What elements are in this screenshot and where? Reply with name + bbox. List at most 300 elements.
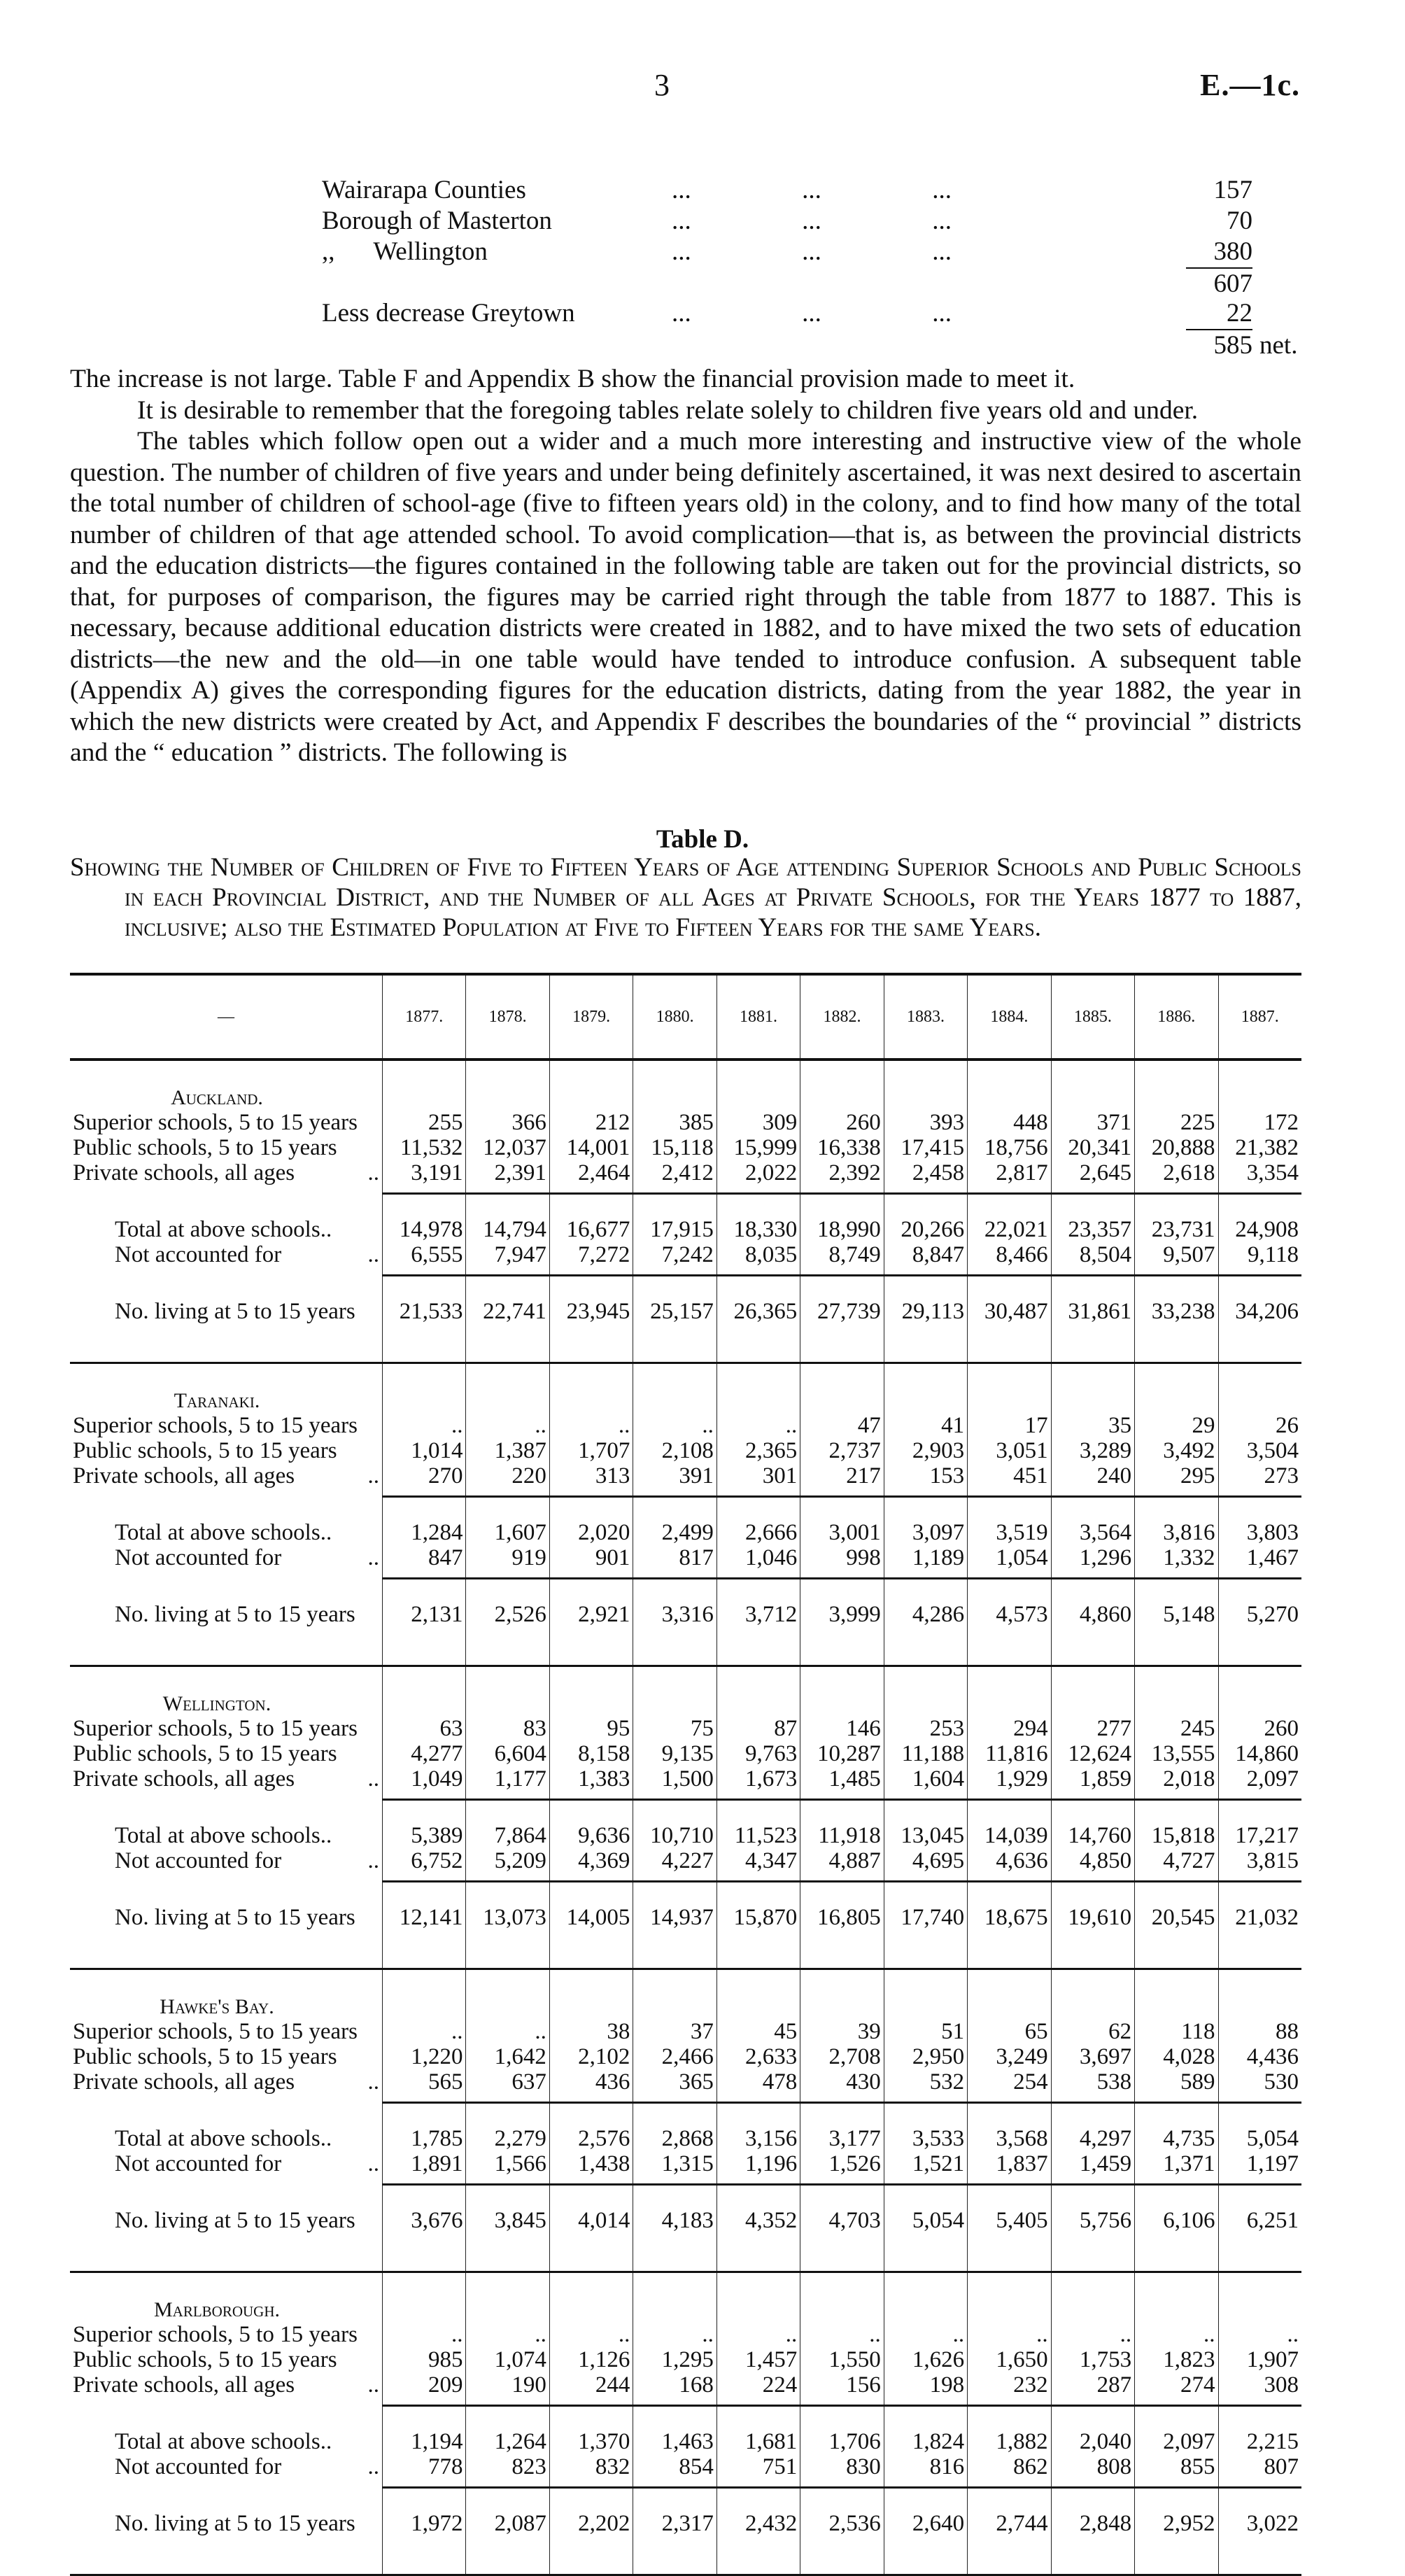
value-cell: 8,035 (716, 1242, 800, 1267)
spacer-cell (884, 1667, 967, 1716)
spacer-cell (633, 1882, 716, 1906)
value-cell: 15,870 (716, 1905, 800, 1930)
spacer-cell (884, 2488, 967, 2512)
superior-schools-row (70, 1716, 1301, 1741)
spacer-cell (716, 2233, 800, 2272)
value-cell: 2,708 (800, 2044, 884, 2069)
value-cell: 8,504 (1051, 1242, 1134, 1267)
spacer-cell (884, 1579, 967, 1603)
spacer-cell (968, 2273, 1051, 2322)
spacer-cell (1051, 1930, 1134, 1969)
spacer-cell (1135, 1970, 1218, 2019)
value-cell: 3,568 (968, 2126, 1051, 2151)
value-cell: 1,371 (1135, 2151, 1218, 2176)
value-cell: 1,521 (884, 2151, 967, 2176)
spacer-cell (1135, 2488, 1218, 2512)
spacer-cell (466, 1882, 549, 1906)
spacer-cell (549, 1792, 633, 1800)
value-cell: 20,888 (1135, 1135, 1218, 1160)
spacer-cell (884, 1364, 967, 1413)
spacer-cell (1218, 1497, 1301, 1521)
spacer-cell (800, 1627, 884, 1666)
leader-dots: ... ... ... (672, 237, 952, 267)
value-cell: 2,317 (633, 2511, 716, 2536)
value-cell: 21,533 (383, 1299, 466, 1324)
spacer-cell (633, 1060, 716, 1110)
spacer-cell (549, 2406, 633, 2430)
value-cell: 4,703 (800, 2208, 884, 2233)
value-cell: 198 (884, 2372, 967, 2398)
spacer-cell (633, 2406, 716, 2430)
spacer-cell (800, 2103, 884, 2127)
spacer-cell (884, 1627, 967, 1666)
value-cell: 16,677 (549, 1217, 633, 1242)
value-cell: 2,279 (466, 2126, 549, 2151)
spacer-cell (1135, 1060, 1218, 1110)
value-cell: 156 (800, 2372, 884, 2398)
value-cell: 41 (884, 1413, 967, 1438)
not-accounted-row (70, 2454, 1301, 2479)
value-cell: 7,242 (633, 1242, 716, 1267)
spacer-cell (716, 1185, 800, 1194)
value-cell: 295 (1135, 1463, 1218, 1488)
spacer-cell (633, 1800, 716, 1824)
value-cell: 65 (968, 2019, 1051, 2044)
spacer-cell (800, 1267, 884, 1276)
spacer-cell (1051, 1497, 1134, 1521)
leader-dots: .. (368, 1242, 380, 1267)
value-cell: 366 (466, 1110, 549, 1135)
value-cell: 532 (884, 2069, 967, 2095)
value-cell: 5,054 (884, 2208, 967, 2233)
spacer-row (70, 2103, 1301, 2127)
value-cell: 4,369 (549, 1848, 633, 1873)
value-cell: 17 (968, 1413, 1051, 1438)
row-label: Superior schools, 5 to 15 years (70, 2019, 383, 2044)
spacer-cell (383, 2103, 466, 2127)
spacer-cell (549, 2479, 633, 2488)
spacer-cell (1218, 2176, 1301, 2185)
value-cell: 1,891 (383, 2151, 466, 2176)
district-name: Marlborough. (70, 2273, 383, 2322)
value-cell: 309 (716, 1110, 800, 1135)
row-label: Total at above schools.. (70, 2126, 383, 2151)
spacer-cell (633, 2273, 716, 2322)
value-cell: 9,636 (549, 1823, 633, 1848)
spacer-cell (549, 1579, 633, 1603)
spacer-cell (1135, 1882, 1218, 1906)
value-cell: 2,097 (1135, 2429, 1218, 2454)
spacer-cell (716, 2185, 800, 2209)
value-cell: 1,626 (884, 2347, 967, 2372)
spacer-cell (633, 2095, 716, 2103)
spacer-cell (716, 1930, 800, 1969)
value-cell: 5,405 (968, 2208, 1051, 2233)
spacer-cell (716, 1194, 800, 1218)
value-cell: 83 (466, 1716, 549, 1741)
spacer-cell (1051, 2398, 1134, 2406)
spacer-cell (716, 2488, 800, 2512)
spacer-cell (968, 1970, 1051, 2019)
value-cell: 11,532 (383, 1135, 466, 1160)
value-cell: 3,504 (1218, 1438, 1301, 1463)
superior-schools-row (70, 2019, 1301, 2044)
spacer-row (70, 2185, 1301, 2209)
leader-dots: .. (368, 1848, 380, 1873)
value-cell: 14,005 (549, 1905, 633, 1930)
spacer-cell (1135, 2185, 1218, 2209)
value-cell: 2,131 (383, 1602, 466, 1627)
value-cell: 1,284 (383, 1520, 466, 1545)
row-label: Total at above schools.. (70, 1823, 383, 1848)
spacer-cell (884, 1497, 967, 1521)
spacer-cell (968, 1276, 1051, 1300)
spacer-cell (1218, 1882, 1301, 1906)
private-schools-row (70, 1766, 1301, 1792)
spacer-cell (1218, 2103, 1301, 2127)
value-cell: 301 (716, 1463, 800, 1488)
spacer-cell (1218, 1060, 1301, 1110)
spacer-cell (466, 1276, 549, 1300)
spacer-cell (884, 2176, 967, 2185)
value-cell: 808 (1051, 2454, 1134, 2479)
spacer-cell (1135, 1488, 1218, 1497)
spacer-cell (1218, 1267, 1301, 1276)
spacer-cell (1218, 2233, 1301, 2272)
row-label: Public schools, 5 to 15 years (70, 1438, 383, 1463)
value-cell: 1,706 (800, 2429, 884, 2454)
spacer-cell (968, 2479, 1051, 2488)
value-cell: 245 (1135, 1716, 1218, 1741)
spacer-cell (633, 1579, 716, 1603)
value-cell: 217 (800, 1463, 884, 1488)
spacer-cell (633, 2536, 716, 2575)
spacer-cell (716, 1882, 800, 1906)
value-cell: 1,014 (383, 1438, 466, 1463)
spacer-cell (716, 1324, 800, 1363)
value-cell: 12,037 (466, 1135, 549, 1160)
value-cell: 5,148 (1135, 1602, 1218, 1627)
spacer-cell (549, 1882, 633, 1906)
table-title: Table D. (0, 824, 1405, 854)
spacer-cell (549, 1627, 633, 1666)
leader-dots: .. (368, 1545, 380, 1570)
value-cell: .. (466, 2019, 549, 2044)
spacer-cell (968, 1579, 1051, 1603)
value-cell: 7,864 (466, 1823, 549, 1848)
value-cell: 1,220 (383, 2044, 466, 2069)
value-cell: 2,640 (884, 2511, 967, 2536)
increase-label: ,, Wellington (322, 237, 488, 267)
value-cell: 4,850 (1051, 1848, 1134, 1873)
spacer-cell (1051, 1570, 1134, 1579)
value-cell: 1,550 (800, 2347, 884, 2372)
value-cell: 39 (800, 2019, 884, 2044)
spacer-cell (549, 1194, 633, 1218)
spacer-cell (466, 1488, 549, 1497)
value-cell: 6,752 (383, 1848, 466, 1873)
value-cell: .. (1218, 2322, 1301, 2347)
sum-rule-row (70, 1267, 1301, 1276)
spacer-cell (968, 1497, 1051, 1521)
spacer-cell (884, 1792, 967, 1800)
value-cell: 589 (1135, 2069, 1218, 2095)
value-cell: 313 (549, 1463, 633, 1488)
value-cell: .. (383, 1413, 466, 1438)
value-cell: 17,415 (884, 1135, 967, 1160)
value-cell: 1,457 (716, 2347, 800, 2372)
value-cell: 2,458 (884, 1160, 967, 1185)
value-cell: 274 (1135, 2372, 1218, 2398)
value-cell: 4,735 (1135, 2126, 1218, 2151)
spacer-cell (1051, 1792, 1134, 1800)
row-label: Superior schools, 5 to 15 years (70, 2322, 383, 2347)
spacer-cell (466, 1800, 549, 1824)
spacer-cell (633, 1792, 716, 1800)
year-header: 1877. (383, 974, 466, 1060)
spacer-cell (1135, 1364, 1218, 1413)
spacer-cell (716, 1873, 800, 1882)
spacer-cell (1135, 1579, 1218, 1603)
row-label: Public schools, 5 to 15 years (70, 2347, 383, 2372)
spacer-cell (1135, 1185, 1218, 1194)
spacer-cell (800, 1792, 884, 1800)
spacer-cell (383, 2233, 466, 2272)
increase-value: 380 (1214, 237, 1253, 267)
spacer-cell (466, 2233, 549, 2272)
value-cell: 901 (549, 1545, 633, 1570)
spacer-cell (716, 2095, 800, 2103)
value-cell: 371 (1051, 1110, 1134, 1135)
value-cell: .. (383, 2322, 466, 2347)
value-cell: 9,135 (633, 1741, 716, 1766)
less-value: 22 (1227, 298, 1252, 328)
value-cell: 13,073 (466, 1905, 549, 1930)
spacer-cell (884, 2536, 967, 2575)
value-cell: 1,177 (466, 1766, 549, 1792)
spacer-row (70, 1579, 1301, 1603)
spacer-cell (716, 2536, 800, 2575)
value-cell: 4,028 (1135, 2044, 1218, 2069)
sum-rule-row (70, 2095, 1301, 2103)
not-accounted-row (70, 1242, 1301, 1267)
spacer-cell (1135, 1194, 1218, 1218)
spacer-cell (466, 1667, 549, 1716)
spacer-cell (884, 1800, 967, 1824)
value-cell: 253 (884, 1716, 967, 1741)
value-cell: 1,370 (549, 2429, 633, 2454)
spacer-cell (1051, 2103, 1134, 2127)
row-label: No. living at 5 to 15 years (70, 1905, 383, 1930)
sum-rule-row (70, 1185, 1301, 1194)
spacer-cell (1051, 2479, 1134, 2488)
value-cell: 26,365 (716, 1299, 800, 1324)
value-cell: 244 (549, 2372, 633, 2398)
value-cell: .. (549, 1413, 633, 1438)
spacer-cell (716, 1488, 800, 1497)
value-cell: 4,277 (383, 1741, 466, 1766)
spacer-cell (466, 1194, 549, 1218)
spacer-cell (884, 2185, 967, 2209)
spacer-cell (1218, 2488, 1301, 2512)
value-cell: .. (633, 2322, 716, 2347)
value-cell: 118 (1135, 2019, 1218, 2044)
value-cell: 1,197 (1218, 2151, 1301, 2176)
living-row (70, 1299, 1301, 1324)
spacer-cell (383, 2406, 466, 2430)
value-cell: 2,432 (716, 2511, 800, 2536)
spacer-cell (1051, 1579, 1134, 1603)
spacer-cell (1135, 1792, 1218, 1800)
spacer-cell (1218, 1930, 1301, 1969)
public-schools-row (70, 2044, 1301, 2069)
value-cell: 47 (800, 1413, 884, 1438)
spacer-row (70, 1627, 1301, 1666)
value-cell: 212 (549, 1110, 633, 1135)
spacer-cell (383, 1882, 466, 1906)
value-cell: 832 (549, 2454, 633, 2479)
spacer-cell (884, 1970, 967, 2019)
private-schools-row (70, 2069, 1301, 2095)
value-cell: .. (633, 1413, 716, 1438)
row-label: Not accounted for .. (70, 1242, 383, 1267)
value-cell: 31,861 (1051, 1299, 1134, 1324)
spacer-cell (1051, 1267, 1134, 1276)
value-cell: 1,438 (549, 2151, 633, 2176)
value-cell: 365 (633, 2069, 716, 2095)
spacer-cell (383, 1488, 466, 1497)
spacer-cell (633, 1930, 716, 1969)
row-label: Private schools, all ages .. (70, 2069, 383, 2095)
value-cell: .. (466, 2322, 549, 2347)
spacer-cell (884, 1488, 967, 1497)
spacer-cell (633, 2479, 716, 2488)
increase-list (322, 175, 1092, 360)
value-cell: 24,908 (1218, 1217, 1301, 1242)
leader-dots: .. (368, 2069, 380, 2095)
spacer-cell (383, 1194, 466, 1218)
value-cell: 1,642 (466, 2044, 549, 2069)
value-cell: 2,817 (968, 1160, 1051, 1185)
value-cell: 2,744 (968, 2511, 1051, 2536)
sum-rule-row (70, 1570, 1301, 1579)
value-cell: 2,645 (1051, 1160, 1134, 1185)
value-cell: .. (716, 1413, 800, 1438)
leader-dots: .. (368, 1463, 380, 1488)
spacer-cell (884, 2095, 967, 2103)
spacer-cell (800, 1276, 884, 1300)
value-cell: 1,650 (968, 2347, 1051, 2372)
spacer-cell (549, 2536, 633, 2575)
spacer-cell (1218, 1488, 1301, 1497)
value-cell: 4,573 (968, 1602, 1051, 1627)
spacer-cell (466, 1970, 549, 2019)
spacer-cell (1218, 2536, 1301, 2575)
spacer-cell (1218, 1970, 1301, 2019)
value-cell: 19,610 (1051, 1905, 1134, 1930)
value-cell: 1,823 (1135, 2347, 1218, 2372)
spacer-cell (968, 2176, 1051, 2185)
value-cell: 2,215 (1218, 2429, 1301, 2454)
spacer-cell (716, 1792, 800, 1800)
spacer-cell (549, 2398, 633, 2406)
value-cell: 1,673 (716, 1766, 800, 1792)
spacer-cell (800, 1667, 884, 1716)
value-cell: 255 (383, 1110, 466, 1135)
spacer-cell (968, 2095, 1051, 2103)
value-cell: 35 (1051, 1413, 1134, 1438)
value-cell: 2,040 (1051, 2429, 1134, 2454)
spacer-cell (549, 2176, 633, 2185)
value-cell: 3,191 (383, 1160, 466, 1185)
value-cell: 20,341 (1051, 1135, 1134, 1160)
spacer-cell (383, 1627, 466, 1666)
value-cell: 15,818 (1135, 1823, 1218, 1848)
spacer-cell (383, 1792, 466, 1800)
subtotal-value: 607 (1214, 269, 1253, 299)
row-label: No. living at 5 to 15 years (70, 2511, 383, 2536)
spacer-cell (549, 2095, 633, 2103)
value-cell: 1,753 (1051, 2347, 1134, 2372)
value-cell: 13,555 (1135, 1741, 1218, 1766)
value-cell: 1,566 (466, 2151, 549, 2176)
spacer-row (70, 1324, 1301, 1363)
value-cell: 2,020 (549, 1520, 633, 1545)
value-cell: 2,464 (549, 1160, 633, 1185)
spacer-cell (800, 2273, 884, 2322)
spacer-cell (884, 2273, 967, 2322)
value-cell: 153 (884, 1463, 967, 1488)
total-row (70, 1520, 1301, 1545)
year-header: 1880. (633, 974, 716, 1060)
spacer-cell (1218, 1792, 1301, 1800)
leader-dots: ... ... ... (672, 298, 952, 328)
spacer-cell (466, 2398, 549, 2406)
value-cell: 2,365 (716, 1438, 800, 1463)
spacer-cell (968, 2398, 1051, 2406)
value-cell: 2,526 (466, 1602, 549, 1627)
value-cell: 816 (884, 2454, 967, 2479)
private-schools-row (70, 1160, 1301, 1185)
spacer-cell (549, 1267, 633, 1276)
value-cell: 1,785 (383, 2126, 466, 2151)
year-header: 1883. (884, 974, 967, 1060)
value-cell: 62 (1051, 2019, 1134, 2044)
value-cell: 4,297 (1051, 2126, 1134, 2151)
spacer-cell (968, 1627, 1051, 1666)
value-cell: 2,412 (633, 1160, 716, 1185)
value-cell: 3,156 (716, 2126, 800, 2151)
superior-schools-row (70, 1413, 1301, 1438)
spacer-cell (800, 1324, 884, 1363)
value-cell: 1,837 (968, 2151, 1051, 2176)
district-header-row (70, 1667, 1301, 1716)
value-cell: 1,194 (383, 2429, 466, 2454)
spacer-row (70, 2488, 1301, 2512)
year-header: 1879. (549, 974, 633, 1060)
spacer-cell (466, 1570, 549, 1579)
spacer-cell (1218, 1324, 1301, 1363)
spacer-cell (800, 1930, 884, 1969)
spacer-cell (1218, 2398, 1301, 2406)
spacer-cell (633, 1194, 716, 1218)
value-cell: 1,972 (383, 2511, 466, 2536)
spacer-cell (716, 2406, 800, 2430)
value-cell: 3,022 (1218, 2511, 1301, 2536)
spacer-cell (383, 1930, 466, 1969)
spacer-cell (633, 2233, 716, 2272)
row-label: Private schools, all ages .. (70, 2372, 383, 2398)
